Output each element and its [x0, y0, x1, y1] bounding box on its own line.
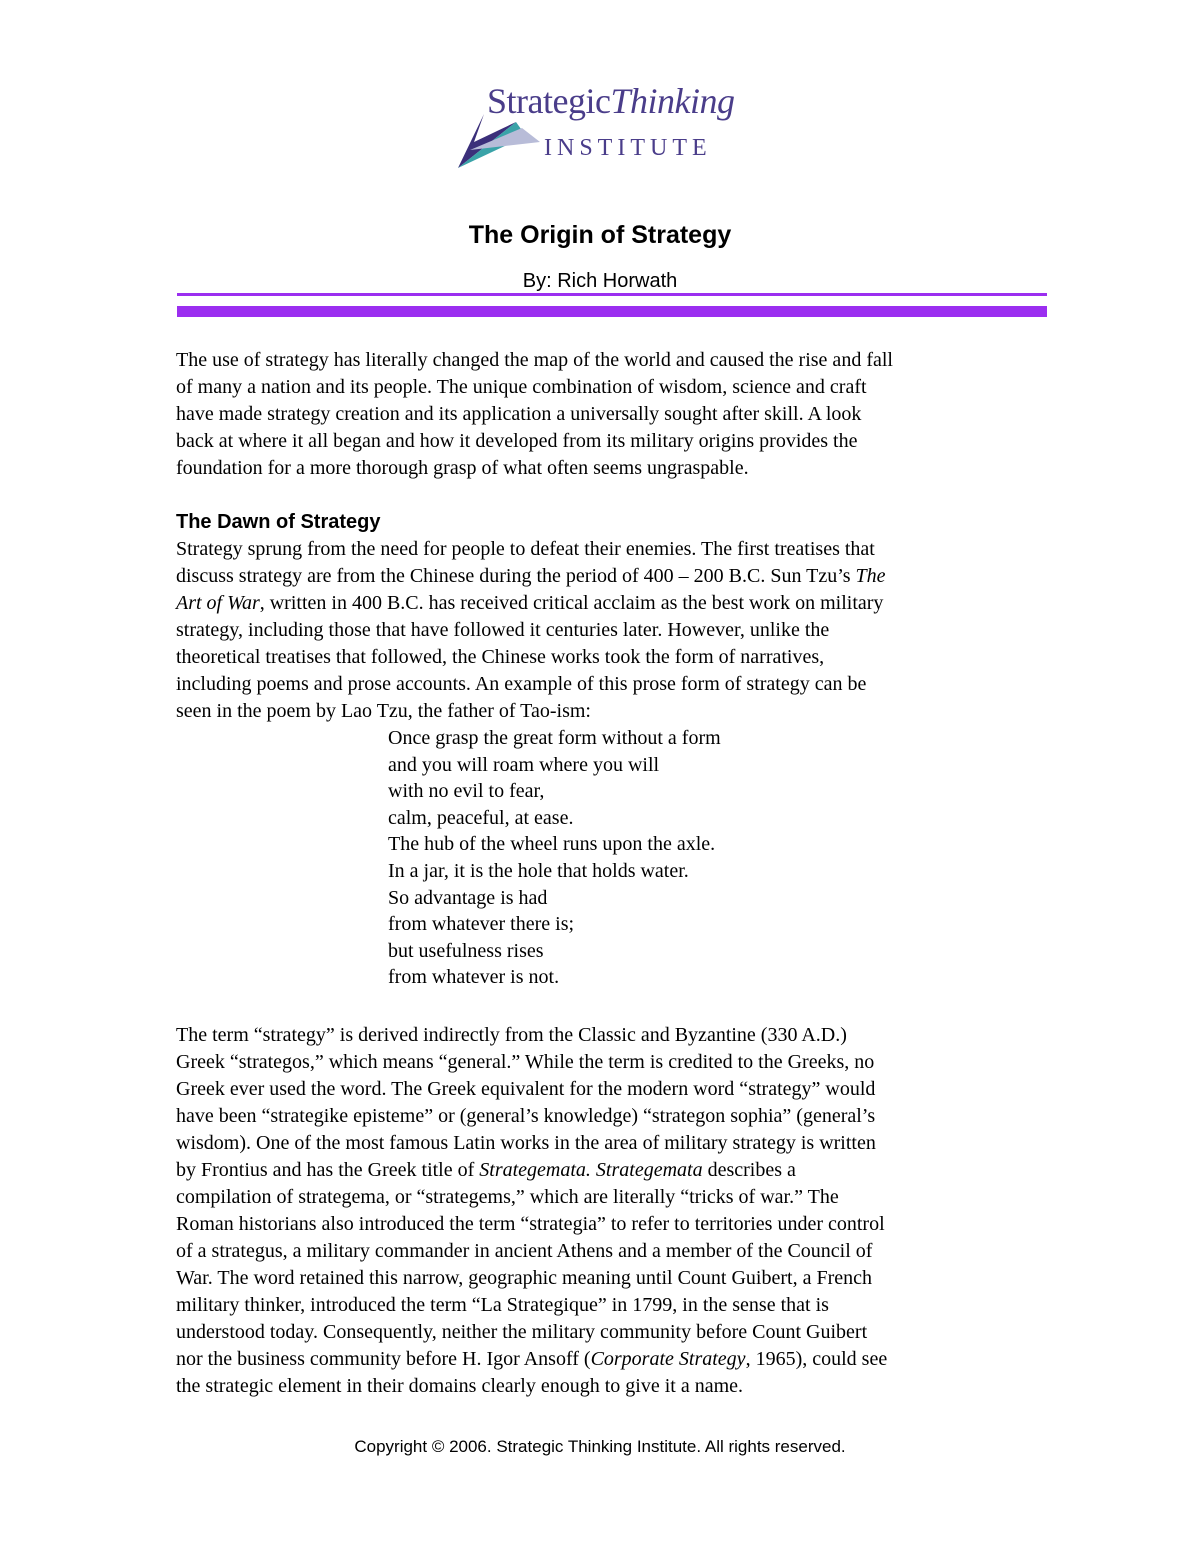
- term-paragraph: [176, 1022, 1056, 1400]
- intro-line: back at where it all began and how it developed from its military origins provides the: [176, 430, 858, 452]
- book-title-art-of-war: The: [855, 565, 886, 587]
- term-line: the strategic element in their domains clearly enough to give it a name.: [176, 1375, 744, 1397]
- book-title-corporate-strategy: Corporate Strategy: [590, 1348, 746, 1370]
- dawn-line: Strategy sprung from the need for people to defeat their enemies. The first treatises that: [176, 538, 875, 560]
- term-line: compilation of strategema, or “strategems,” which are literally “tricks of war.” The: [176, 1186, 839, 1208]
- poem-line: with no evil to fear,: [388, 780, 545, 803]
- logo-word-strategic: Strategic: [487, 81, 611, 121]
- poem-line: but usefulness rises: [388, 939, 544, 962]
- logo-wordmark: [487, 83, 734, 119]
- dawn-line: [176, 590, 1056, 617]
- term-line: military thinker, introduced the term “La Strategique” in 1799, in the sense that is: [176, 1294, 829, 1316]
- term-line-text: nor the business community before H. Igor Ansoff (: [176, 1348, 591, 1370]
- dawn-paragraph: [176, 536, 1056, 725]
- poem-line: In a jar, it is the hole that holds water.: [388, 859, 689, 882]
- poem-line: calm, peaceful, at ease.: [388, 806, 574, 829]
- term-line: [176, 1157, 1056, 1184]
- byline: By: Rich Horwath: [522, 270, 678, 292]
- term-line: The term “strategy” is derived indirectly from the Classic and Byzantine (330 A.D.): [176, 1024, 847, 1046]
- page-title: The Origin of Strategy: [468, 221, 732, 249]
- poem-line: Once grasp the great form without a form: [388, 727, 721, 749]
- term-line: Greek “strategos,” which means “general.” While the term is credited to the Greeks, no: [176, 1051, 875, 1073]
- header-rule-thick: [177, 306, 1047, 317]
- logo: [456, 81, 756, 176]
- term-line-text: describes a: [702, 1159, 796, 1181]
- intro-paragraph: [176, 347, 1056, 482]
- dawn-line: seen in the poem by Lao Tzu, the father of Tao-ism:: [176, 700, 591, 722]
- dawn-line-text: discuss strategy are from the Chinese during the period of 400 – 200 B.C. Sun Tzu’s: [176, 565, 856, 587]
- intro-line: have made strategy creation and its application a universally sought after skill. A look: [176, 403, 862, 425]
- term-line: Roman historians also introduced the term “strategia” to refer to territories under control: [176, 1213, 885, 1235]
- header-rule-thin: [177, 293, 1047, 296]
- dawn-line: theoretical treatises that followed, the Chinese works took the form of narratives,: [176, 646, 825, 668]
- poem-line: and you will roam where you will: [388, 753, 660, 776]
- intro-line: foundation for a more thorough grasp of what often seems ungraspable.: [176, 457, 749, 479]
- poem-line: So advantage is had: [388, 886, 548, 909]
- term-line: Greek ever used the word. The Greek equivalent for the modern word “strategy” would: [176, 1078, 876, 1100]
- intro-line: of many a nation and its people. The unique combination of wisdom, science and craft: [176, 376, 867, 398]
- term-line-text: by Frontius and has the Greek title of: [176, 1159, 480, 1181]
- term-line: understood today. Consequently, neither the military community before Count Guibert: [176, 1321, 868, 1343]
- term-line-text: , 1965), could see: [745, 1348, 888, 1370]
- term-line: wisdom). One of the most famous Latin works in the area of military strategy is written: [176, 1132, 876, 1154]
- section-heading-dawn: The Dawn of Strategy: [176, 511, 381, 533]
- term-line: [176, 1346, 1056, 1373]
- logo-word-thinking: Thinking: [610, 81, 735, 121]
- dawn-line-text: , written in 400 B.C. has received critical acclaim as the best work on military: [259, 592, 884, 614]
- logo-word-institute: INSTITUTE: [544, 135, 712, 161]
- term-line: War. The word retained this narrow, geographic meaning until Count Guibert, a French: [176, 1267, 872, 1289]
- poem-line: The hub of the wheel runs upon the axle.: [388, 833, 716, 856]
- book-title-strategemata: Strategemata. Strategemata: [479, 1159, 703, 1181]
- intro-line: The use of strategy has literally changed the map of the world and caused the rise and fall: [176, 349, 893, 371]
- poem-line: from whatever is not.: [388, 966, 560, 989]
- poem-line: from whatever there is;: [388, 913, 575, 936]
- term-line: have been “strategike episteme” or (general’s knowledge) “strategon sophia” (general’s: [176, 1105, 876, 1127]
- book-title-art-of-war: Art of War: [176, 592, 260, 614]
- poem: [388, 725, 721, 991]
- dawn-line: including poems and prose accounts. An example of this prose form of strategy can be: [176, 673, 867, 695]
- dawn-line: strategy, including those that have followed it centuries later. However, unlike the: [176, 619, 830, 641]
- copyright-footer: Copyright © 2006. Strategic Thinking Institute. All rights reserved.: [354, 1437, 846, 1456]
- term-line: of a strategus, a military commander in ancient Athens and a member of the Council of: [176, 1240, 873, 1262]
- dawn-line: [176, 563, 1056, 590]
